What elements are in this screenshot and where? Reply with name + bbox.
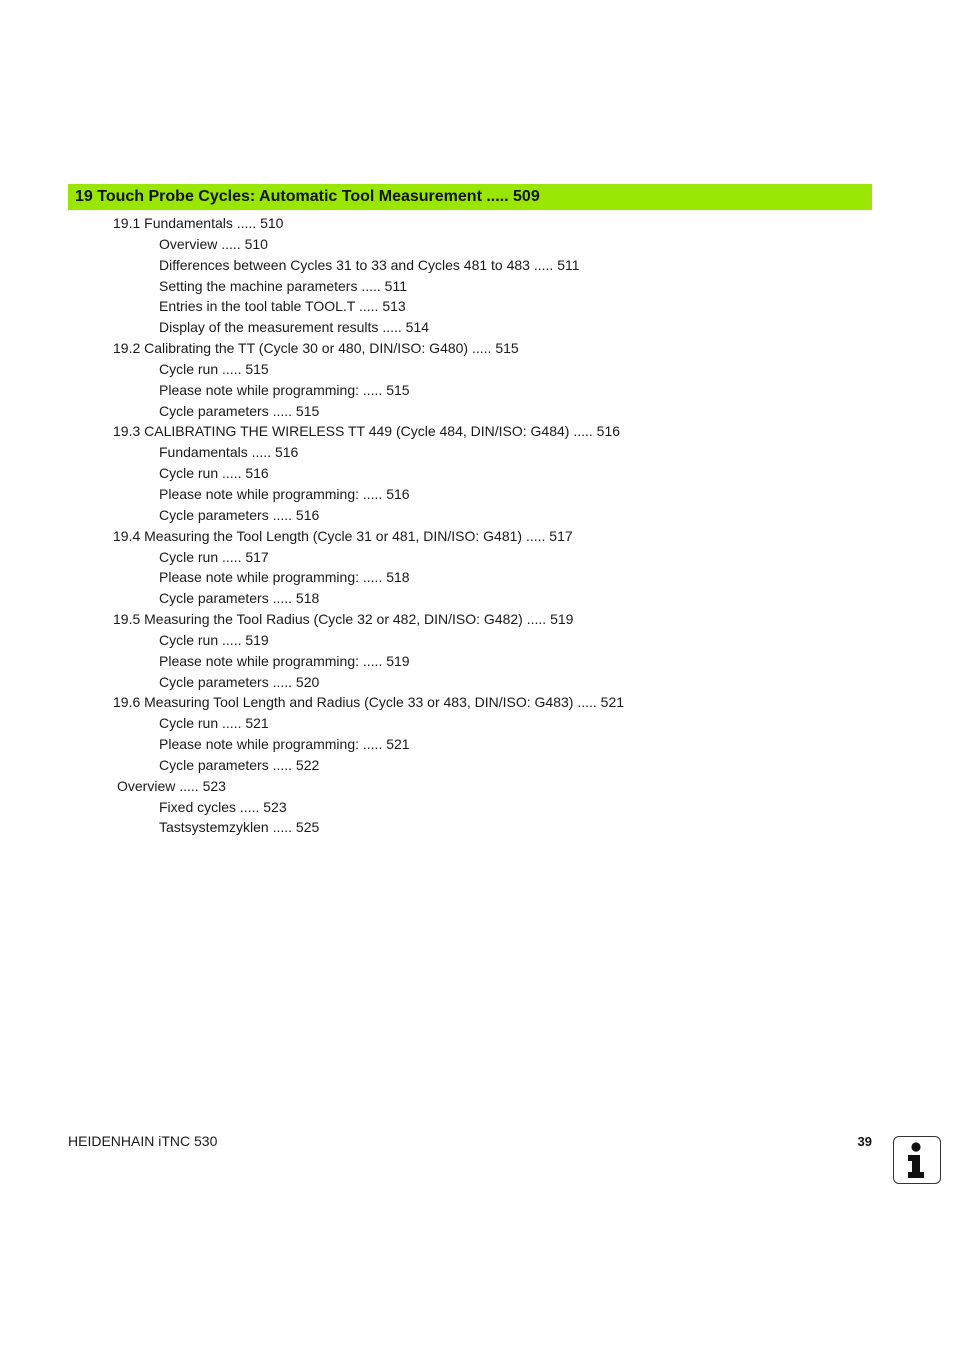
toc-entry[interactable]: Overview ..... 510 xyxy=(159,235,268,252)
toc-entry[interactable]: Cycle run ..... 519 xyxy=(159,631,269,648)
toc-entry[interactable]: Please note while programming: ..... 518 xyxy=(159,569,410,586)
toc-entry[interactable]: Please note while programming: ..... 515 xyxy=(159,381,410,398)
toc-entry[interactable]: Cycle parameters ..... 518 xyxy=(159,590,320,607)
toc-entry[interactable]: Cycle run ..... 521 xyxy=(159,715,269,732)
toc-entry[interactable]: Cycle parameters ..... 522 xyxy=(159,756,320,773)
info-glyph-icon xyxy=(894,1137,939,1182)
toc-section-overview[interactable]: Overview ..... 523 xyxy=(117,777,226,794)
toc-entry[interactable]: Cycle parameters ..... 520 xyxy=(159,673,320,690)
toc-section-19-2[interactable]: 19.2 Calibrating the TT (Cycle 30 or 480, DIN/ISO: G480) ..... 515 xyxy=(113,340,519,357)
table-of-contents xyxy=(0,213,954,838)
footer-product-name: HEIDENHAIN iTNC 530 xyxy=(68,1133,218,1149)
toc-entry[interactable]: Cycle run ..... 517 xyxy=(159,548,269,565)
toc-entry[interactable]: Fundamentals ..... 516 xyxy=(159,444,299,461)
toc-entry[interactable]: Setting the machine parameters ..... 511 xyxy=(159,277,407,294)
toc-entry[interactable]: Please note while programming: ..... 516 xyxy=(159,485,410,502)
toc-entry[interactable]: Entries in the tool table TOOL.T ..... 513 xyxy=(159,298,406,315)
toc-entry[interactable]: Cycle run ..... 516 xyxy=(159,465,269,482)
page-number: 39 xyxy=(857,1134,872,1149)
toc-entry[interactable]: Fixed cycles ..... 523 xyxy=(159,798,287,815)
toc-entry[interactable]: Cycle parameters ..... 516 xyxy=(159,506,320,523)
toc-entry[interactable]: Differences between Cycles 31 to 33 and Cycles 481 to 483 ..... 511 xyxy=(159,256,580,273)
toc-entry[interactable]: Cycle run ..... 515 xyxy=(159,360,269,377)
toc-entry[interactable]: Please note while programming: ..... 519 xyxy=(159,652,410,669)
toc-section-19-5[interactable]: 19.5 Measuring the Tool Radius (Cycle 32 or 482, DIN/ISO: G482) ..... 519 xyxy=(113,611,574,628)
toc-section-19-1[interactable]: 19.1 Fundamentals ..... 510 xyxy=(113,215,284,231)
toc-section-19-3[interactable]: 19.3 CALIBRATING THE WIRELESS TT 449 (Cycle 484, DIN/ISO: G484) ..... 516 xyxy=(113,423,621,440)
toc-entry[interactable]: Tastsystemzyklen ..... 525 xyxy=(159,819,320,836)
toc-entry[interactable]: Please note while programming: ..... 521 xyxy=(159,736,410,753)
toc-entry[interactable]: Cycle parameters ..... 515 xyxy=(159,402,320,419)
toc-entry[interactable]: Display of the measurement results ..... 514 xyxy=(159,319,430,336)
toc-section-19-4[interactable]: 19.4 Measuring the Tool Length (Cycle 31 or 481, DIN/ISO: G481) ..... 517 xyxy=(113,527,573,544)
chapter-title[interactable]: 19 Touch Probe Cycles: Automatic Tool Measurement ..... 509 xyxy=(75,188,540,205)
chapter-heading-bar xyxy=(68,184,872,210)
toc-section-19-6[interactable]: 19.6 Measuring Tool Length and Radius (Cycle 33 or 483, DIN/ISO: G483) ..... 521 xyxy=(113,694,625,711)
info-icon xyxy=(893,1136,941,1184)
